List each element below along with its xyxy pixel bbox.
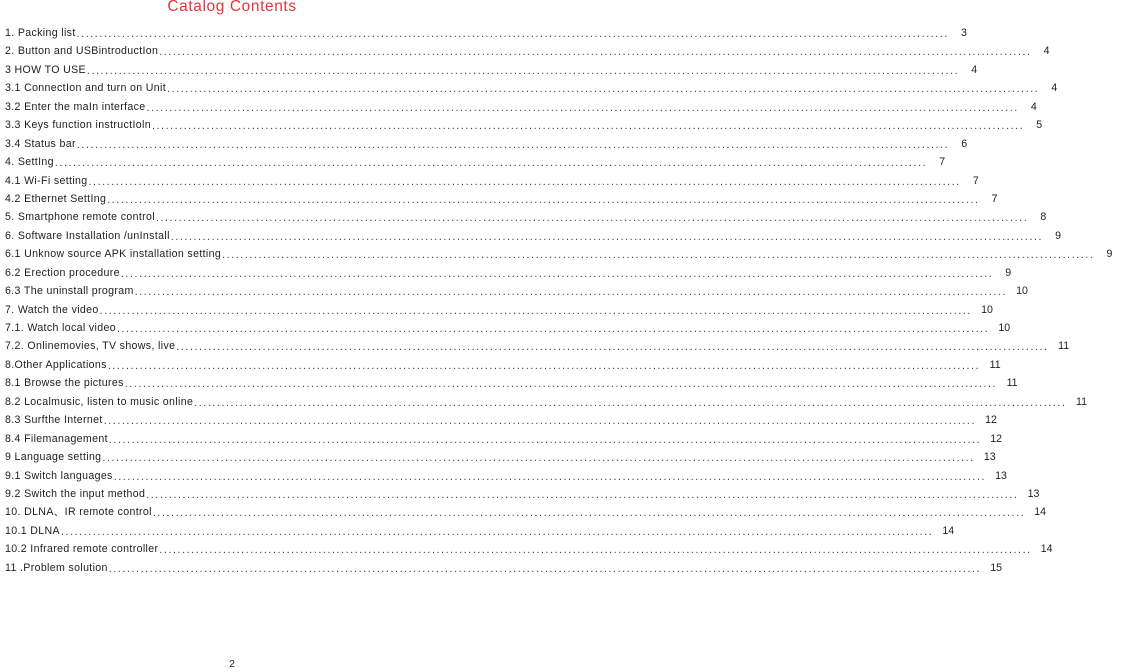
toc-entry-page: 8 <box>1040 211 1047 224</box>
toc-entry-page: 9 <box>1005 266 1012 279</box>
toc-entry <box>5 411 997 429</box>
toc-entry <box>5 503 1047 521</box>
dot-leader: ................................................................................................................................................................................................ <box>176 341 1049 354</box>
toc-entry <box>5 153 946 171</box>
toc-entry-page: 7 <box>939 156 946 169</box>
toc-entry-title: 3.4 Status bar <box>5 137 76 150</box>
toc-entry <box>5 135 968 153</box>
dot-leader: ................................................................................................................................................................................................ <box>194 396 1067 409</box>
toc-entry-title: 6.1 Unknow source APK installation setting <box>5 248 222 261</box>
dot-leader: ................................................................................................................................................................................................ <box>88 175 961 188</box>
dot-leader: ................................................................................................................................................................................................ <box>155 212 1029 225</box>
toc-entry-title: 5. Smartphone remote control <box>5 211 155 224</box>
dot-leader: ................................................................................................................................................................................................ <box>134 286 1007 299</box>
toc-entry-title: 8.Other Applications <box>5 358 107 371</box>
toc-entry-page: 14 <box>942 524 955 537</box>
page-number: 2 <box>229 658 235 670</box>
toc-entry-page: 4 <box>1043 45 1050 58</box>
dot-leader: ................................................................................................................................................................................................ <box>108 562 982 575</box>
dot-leader: ................................................................................................................................................................................................ <box>99 304 972 317</box>
toc-entry-page: 3 <box>960 27 967 39</box>
dot-leader: ................................................................................................................................................................................................ <box>167 83 1040 96</box>
toc-entry <box>5 245 1113 263</box>
toc-entry-title: 4. SettIng <box>5 156 54 169</box>
toc-entry-title: 7.2. Onlinemovies, TV shows, live <box>5 340 176 353</box>
toc-entry-page: 9 <box>1106 248 1113 261</box>
toc-entry-page: 6 <box>961 137 968 150</box>
toc-entry-title: 10.2 Infrared remote controller <box>5 543 159 556</box>
toc-entry-page: 12 <box>985 414 997 427</box>
dot-leader: ................................................................................................................................................................................................ <box>151 120 1025 133</box>
toc-entry-page: 9 <box>1055 229 1062 242</box>
dot-leader: ................................................................................................................................................................................................ <box>113 470 987 483</box>
dot-leader: ................................................................................................................................................................................................ <box>108 433 982 446</box>
dot-leader: ................................................................................................................................................................................................ <box>170 230 1044 243</box>
toc-entry-page: 11 <box>989 358 1001 371</box>
toc-entry <box>5 98 1037 116</box>
toc-entry <box>5 393 1087 411</box>
toc-entry-title: 8.3 Surfthe Internet <box>5 414 103 427</box>
toc-entry <box>5 79 1058 97</box>
toc-entry-title: 6. Software Installation /unInstall <box>5 229 170 242</box>
toc-entry-page: 10 <box>1016 285 1028 298</box>
dot-leader: ................................................................................................................................................................................................ <box>86 64 960 77</box>
toc-entry <box>5 208 1047 226</box>
toc-entry-page: 4 <box>1051 82 1058 95</box>
toc-entry-title: 1. Packing list <box>5 27 76 39</box>
dot-leader: ................................................................................................................................................................................................ <box>54 157 928 170</box>
toc-entry-page: 7 <box>991 192 998 205</box>
dot-leader: ................................................................................................................................................................................................ <box>116 323 990 335</box>
toc-entry <box>5 61 978 79</box>
toc-entry-title: 6.3 The uninstall program <box>5 285 134 298</box>
toc-entry-page: 13 <box>995 469 1007 482</box>
toc-entry <box>5 337 1070 355</box>
toc-entry-title: 10.1 DLNA <box>5 524 60 537</box>
toc-entry <box>5 227 1062 245</box>
dot-leader: ................................................................................................................................................................................................ <box>107 359 981 372</box>
toc-entry <box>5 430 1003 448</box>
toc-entry <box>5 282 1028 300</box>
table-of-contents <box>5 24 1113 577</box>
toc-entry-title: 3.1 ConnectIon and turn on Unit <box>5 82 167 95</box>
toc-entry-title: 9 Language setting <box>5 451 102 464</box>
toc-entry <box>5 448 996 466</box>
toc-entry <box>5 190 998 208</box>
toc-entry-page: 5 <box>1036 119 1043 132</box>
toc-entry <box>5 540 1053 558</box>
dot-leader: ................................................................................................................................................................................................ <box>120 267 994 280</box>
toc-entry-page: 10 <box>998 322 1011 334</box>
toc-entry-page: 11 <box>1076 395 1087 408</box>
toc-entry-page: 14 <box>1034 506 1047 519</box>
dot-leader: ................................................................................................................................................................................................ <box>103 415 977 428</box>
toc-entry <box>5 485 1040 503</box>
dot-leader: ................................................................................................................................................................................................ <box>124 378 998 391</box>
toc-entry <box>5 24 967 42</box>
dot-leader: ................................................................................................................................................................................................ <box>107 193 980 206</box>
toc-entry-title: 7.1. Watch local video <box>5 322 116 334</box>
toc-entry-page: 4 <box>1030 100 1037 113</box>
dot-leader: ................................................................................................................................................................................................ <box>102 452 975 465</box>
dot-leader: ................................................................................................................................................................................................ <box>76 28 949 40</box>
toc-entry-page: 11 <box>1006 377 1018 390</box>
toc-entry <box>5 356 1001 374</box>
toc-entry-title: 8.4 Filemanagement <box>5 432 108 445</box>
toc-entry-title: 9.2 Switch the input method <box>5 487 146 500</box>
dot-leader: ................................................................................................................................................................................................ <box>146 488 1019 501</box>
toc-entry-title: 3 HOW TO USE <box>5 63 86 76</box>
toc-entry-page: 13 <box>983 451 996 464</box>
toc-entry-page: 15 <box>990 561 1002 574</box>
toc-entry-title: 7. Watch the video <box>5 303 99 316</box>
toc-entry-page: 14 <box>1040 543 1053 556</box>
dot-leader: ................................................................................................................................................................................................ <box>152 507 1026 520</box>
dot-leader: ................................................................................................................................................................................................ <box>60 525 934 538</box>
toc-entry-page: 4 <box>971 63 978 76</box>
toc-entry <box>5 264 1012 282</box>
toc-entry <box>5 116 1043 134</box>
toc-entry-title: 10. DLNA、IR remote control <box>5 506 152 519</box>
catalog-title: Catalog Contents <box>167 0 297 15</box>
toc-entry <box>5 559 1002 577</box>
dot-leader: ................................................................................................................................................................................................ <box>159 46 1032 59</box>
toc-entry <box>5 374 1018 392</box>
toc-entry-page: 10 <box>981 303 993 316</box>
toc-entry <box>5 522 955 540</box>
toc-entry-title: 2. Button and USBintroductIon <box>5 45 159 58</box>
dot-leader: ................................................................................................................................................................................................ <box>159 544 1032 557</box>
toc-entry-page: 7 <box>972 174 979 187</box>
dot-leader: ................................................................................................................................................................................................ <box>146 101 1019 114</box>
toc-entry <box>5 301 993 319</box>
toc-entry <box>5 172 979 190</box>
toc-entry-title: 4.1 Wi-Fi setting <box>5 174 88 187</box>
toc-entry <box>5 319 1011 337</box>
toc-entry-title: 8.1 Browse the pictures <box>5 377 124 390</box>
toc-entry-page: 12 <box>990 432 1003 445</box>
toc-entry <box>5 467 1007 485</box>
toc-entry-title: 8.2 Localmusic, listen to music online <box>5 395 194 408</box>
toc-entry-page: 11 <box>1058 340 1070 353</box>
toc-entry-title: 6.2 Erection procedure <box>5 266 120 279</box>
toc-entry <box>5 42 1050 60</box>
toc-entry-title: 3.3 Keys function instructIoln <box>5 119 151 132</box>
toc-entry-title: 11 .Problem solution <box>5 561 108 574</box>
dot-leader: ................................................................................................................................................................................................ <box>76 138 950 151</box>
toc-entry-title: 3.2 Enter the maIn interface <box>5 100 146 113</box>
toc-entry-title: 9.1 Switch languages <box>5 469 113 482</box>
toc-entry-page: 13 <box>1027 487 1040 500</box>
dot-leader: ................................................................................................................................................................................................ <box>222 249 1095 262</box>
toc-entry-title: 4.2 Ethernet SettIng <box>5 192 107 205</box>
